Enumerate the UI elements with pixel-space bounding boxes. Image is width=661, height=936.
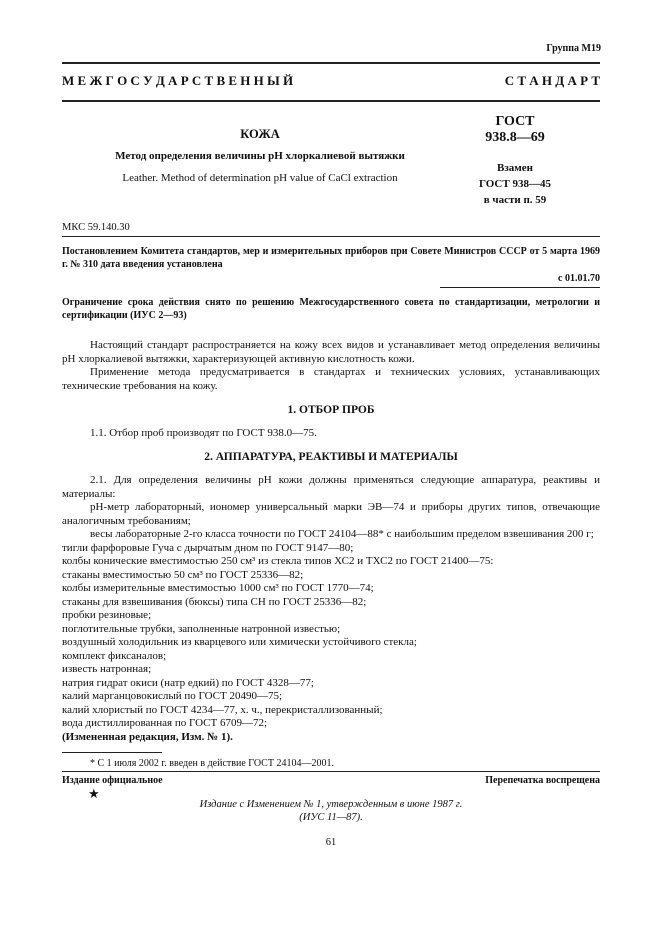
section-1-text: 1.1. Отбор проб производят по ГОСТ 938.0—75.	[90, 427, 317, 439]
list-item: известь натронная;	[62, 663, 152, 675]
list-item: тигли фарфоровые Гуча с дырчатым дном по ГОСТ 9147—80;	[62, 541, 354, 554]
banner-word-2: С Т А Н Д А Р Т	[504, 73, 600, 88]
banner-word-1: М Е Ж Г О С У Д А Р С Т В Е Н Н Ы Й	[62, 73, 294, 88]
reprint-notice: Перепечатка воспрещена	[485, 775, 600, 786]
edition-note-line-1: Издание с Изменением № 1, утвержденным в июне 1987 г.	[199, 799, 463, 810]
list-item: пробки резиновые;	[62, 609, 152, 621]
intro-paragraph-2: Применение метода предусматривается в стандартах и технических условиях, устанавливающих технические требования на кожу.	[62, 366, 600, 392]
gost-label: ГОСТ	[495, 114, 535, 129]
gost-number: 938.8—69	[485, 130, 545, 145]
list-item: вода дистиллированная по ГОСТ 6709—72;	[62, 717, 268, 729]
banner-rule	[62, 100, 600, 102]
page-number: 61	[325, 837, 337, 848]
effective-date: с 01.01.70	[558, 273, 600, 284]
document-subtitle: Метод определения величины рН хлоркалиевой вытяжки	[115, 150, 405, 162]
replace-gost: ГОСТ 938—45	[479, 178, 551, 190]
footer-rule	[62, 771, 600, 772]
section-2-intro: 2.1. Для определения величины рН кожи должны применяться следующие аппаратура, реактивы и материалы:	[62, 474, 600, 500]
list-item: стаканы вместимостью 50 см³ по ГОСТ 25336—82;	[62, 568, 304, 581]
date-rule	[440, 287, 600, 288]
footnote-rule	[62, 752, 162, 753]
list-item: натрия гидрат окиси (натр едкий) по ГОСТ 4328—77;	[62, 676, 314, 689]
section-2-heading: 2. АППАРАТУРА, РЕАКТИВЫ И МАТЕРИАЛЫ	[204, 451, 458, 463]
edition-note-line-2: (ИУС 11—87).	[299, 812, 363, 823]
list-item: стаканы для взвешивания (бюксы) типа СН по ГОСТ 25336—82;	[62, 595, 367, 608]
amendment-note: (Измененная редакция, Изм. № 1).	[62, 730, 233, 743]
mks-code: МКС 59.140.30	[62, 222, 130, 233]
intro-block	[62, 339, 600, 393]
standard-banner	[62, 73, 600, 89]
list-item: колбы измерительные вместимостью 1000 см³ по ГОСТ 1770—74;	[62, 582, 374, 594]
footnote: * С 1 июля 2002 г. введен в действие ГОСТ 24104—2001.	[90, 758, 334, 769]
intro-paragraph-1: Настоящий стандарт распространяется на кожу всех видов и устанавливает метод определения величины рН хлоркалиевой вытяжки, характеризующей активную кислотность кожи.	[62, 339, 600, 365]
list-item: поглотительные трубки, заполненные натронной известью;	[62, 622, 341, 635]
list-item: рН-метр лабораторный, иономер универсальный марки ЭВ—74 и приборы других типов, отвечающие аналогичным требованиям;	[62, 501, 600, 527]
section-1-text-block	[62, 427, 600, 441]
group-code: Группа М19	[546, 43, 601, 54]
star-icon: ★	[88, 786, 100, 801]
replace-part: в части п. 59	[483, 194, 547, 206]
top-rule	[62, 62, 600, 64]
official-edition: Издание официальное	[62, 775, 163, 786]
english-title: Leather. Method of determination pH value of CaCl extraction	[122, 172, 398, 184]
limitation-text: Ограничение срока действия снято по решению Межгосударственного совета по стандартизации, метрологии и сертификации (ИУС 2—93)	[62, 297, 600, 321]
list-item: колбы конические вместимостью 250 см³ из стекла типов ХС2 и ТХС2 по ГОСТ 21400—75:	[62, 555, 494, 567]
list-item: воздушный холодильник из кварцевого или химически устойчивого стекла;	[62, 636, 417, 648]
decree-text: Постановлением Комитета стандартов, мер и измерительных приборов при Совете Министров СССР от 5 марта 1969 г. № 310 дата введения установлена	[62, 246, 600, 270]
replace-label: Взамен	[497, 162, 533, 174]
list-item: калий марганцовокислый по ГОСТ 20490—75;	[62, 690, 283, 702]
document-title: КОЖА	[240, 127, 280, 141]
list-item: весы лабораторные 2-го класса точности по ГОСТ 24104—88* с наибольшим пределом взвешивания 200 г;	[90, 528, 594, 540]
list-item: калий хлористый по ГОСТ 4234—77, х. ч., перекристаллизованный;	[62, 703, 383, 716]
section-1-heading: 1. ОТБОР ПРОБ	[287, 404, 375, 416]
list-item: комплект фиксаналов;	[62, 649, 167, 662]
section-2-list	[62, 474, 600, 744]
mks-rule	[62, 236, 600, 237]
